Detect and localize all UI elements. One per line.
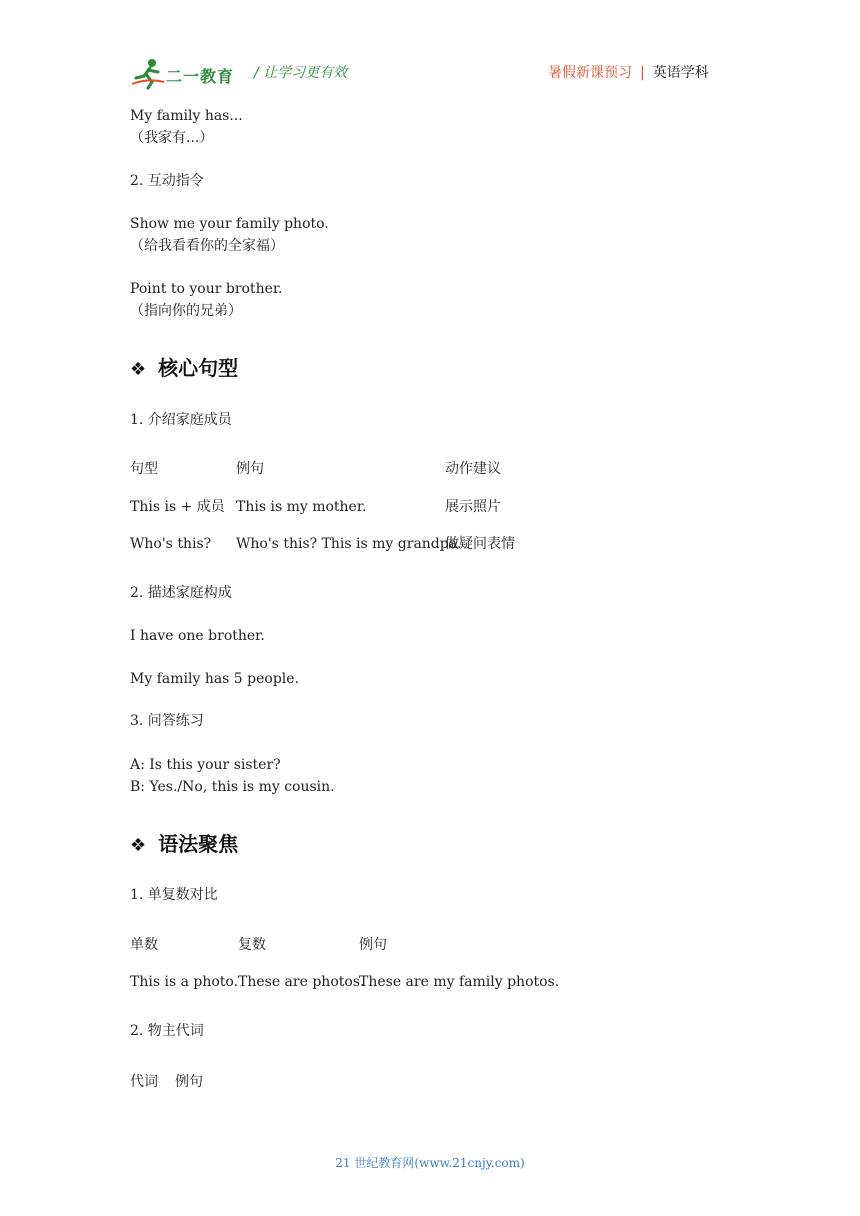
table-cell: 做疑问表情 <box>445 536 515 552</box>
table-cell: These are photos. <box>238 974 365 990</box>
subheading: 2. 物主代词 <box>130 1023 204 1039</box>
logo-text: 二一教育 <box>166 67 235 86</box>
runner-logo-icon <box>130 56 166 90</box>
header-right <box>548 62 709 82</box>
text-line: （指向你的兄弟） <box>130 303 242 319</box>
section-heading <box>130 352 238 381</box>
table-cell: Who's this? <box>130 536 212 552</box>
subheading: 2. 描述家庭构成 <box>130 585 232 601</box>
header-slogan: / 让学习更有效 <box>254 65 348 81</box>
section-title: 语法聚焦 <box>158 832 239 856</box>
table-cell: 展示照片 <box>445 499 501 515</box>
text-line: My family has 5 people. <box>130 671 300 687</box>
section-title: 核心句型 <box>158 356 239 380</box>
table-header-cell: 句型 <box>130 461 158 477</box>
table-header-cell: 例句 <box>175 1074 203 1090</box>
table-header-cell: 例句 <box>236 461 264 477</box>
text-line: Point to your brother. <box>130 281 283 297</box>
text-line: （给我看看你的全家福） <box>130 238 284 254</box>
table-cell: Who's this? This is my grandpa. <box>236 536 462 552</box>
table-cell: This is a photo. <box>130 974 239 990</box>
diamond-bullet-icon: ❖ <box>130 835 147 856</box>
table-header-cell: 动作建议 <box>445 461 501 477</box>
text-line: Show me your family photo. <box>130 216 329 232</box>
text-line: My family has... <box>130 108 243 124</box>
diamond-bullet-icon: ❖ <box>130 359 147 380</box>
subheading: 2. 互动指令 <box>130 173 204 189</box>
header-separator: | <box>640 65 645 81</box>
subheading: 1. 单复数对比 <box>130 887 218 903</box>
text-line: （我家有...） <box>130 130 214 146</box>
text-line: I have one brother. <box>130 628 265 644</box>
text-line: A: Is this your sister? <box>130 757 281 773</box>
table-header-cell: 代词 <box>130 1074 158 1090</box>
table-header-cell: 例句 <box>359 937 387 953</box>
table-header-cell: 单数 <box>130 937 158 953</box>
subheading: 3. 问答练习 <box>130 713 204 729</box>
footer-link[interactable]: 21 世纪教育网(www.21cnjy.com) <box>335 1156 525 1170</box>
logo <box>130 56 240 90</box>
section-heading <box>130 828 238 857</box>
table-header-cell: 复数 <box>238 937 266 953</box>
table-cell: This is my mother. <box>236 499 367 515</box>
header-subject: 英语学科 <box>652 65 709 81</box>
table-cell: This is + 成员 <box>130 499 225 515</box>
text-line: B: Yes./No, this is my cousin. <box>130 779 335 795</box>
subheading: 1. 介绍家庭成员 <box>130 412 232 428</box>
header-course: 暑假新课预习 <box>548 65 632 81</box>
table-cell: These are my family photos. <box>359 974 560 990</box>
